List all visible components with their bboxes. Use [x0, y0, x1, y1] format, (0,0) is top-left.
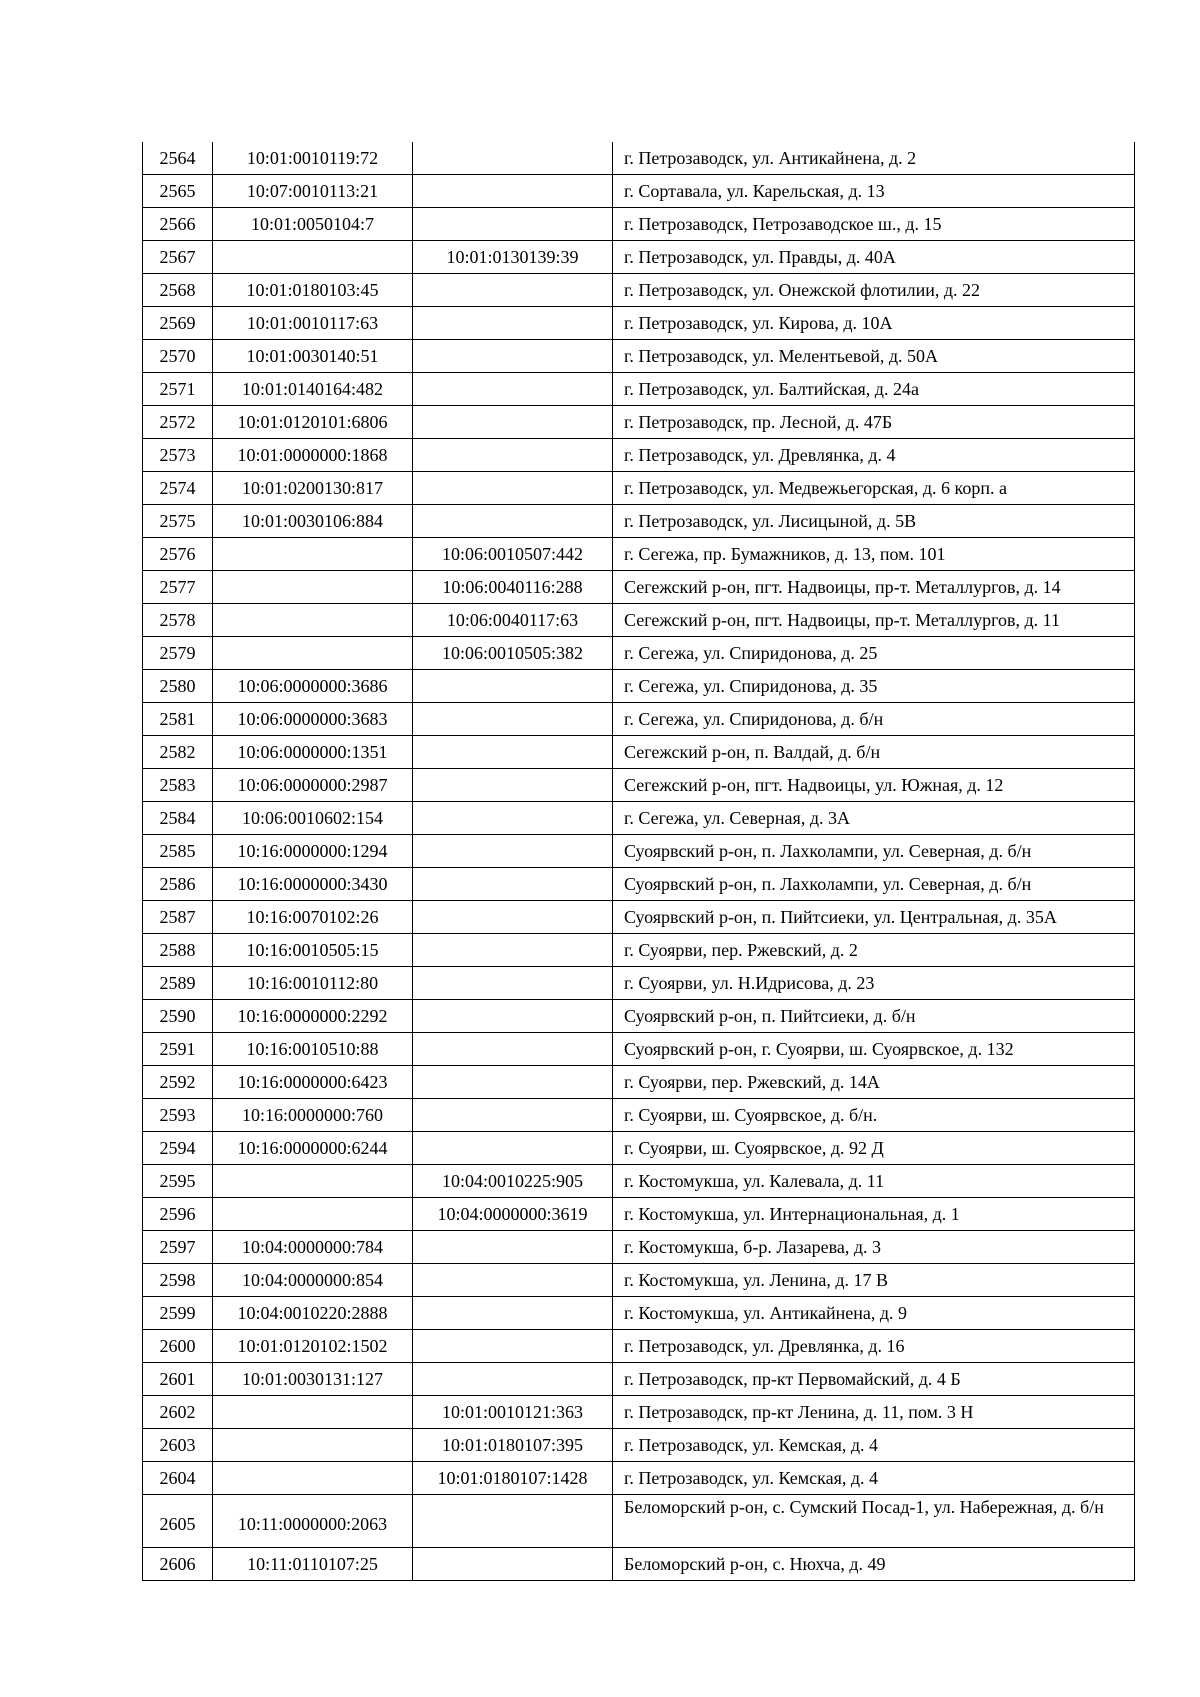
- cadastral-number-secondary-cell: [413, 373, 613, 406]
- table-row: [143, 1495, 1135, 1548]
- address-cell: г. Петрозаводск, ул. Кирова, д. 10А: [613, 307, 1135, 340]
- row-number-cell: 2566: [143, 208, 213, 241]
- cadastral-number-secondary-cell: [413, 1132, 613, 1165]
- address-cell: г. Петрозаводск, ул. Медвежьегорская, д. 6 корп. а: [613, 472, 1135, 505]
- cadastral-number-cell: 10:06:0000000:3686: [213, 670, 413, 703]
- address-cell: г. Сегежа, ул. Спиридонова, д. б/н: [613, 703, 1135, 736]
- table-row: [143, 1330, 1135, 1363]
- address-cell: г. Петрозаводск, ул. Балтийская, д. 24а: [613, 373, 1135, 406]
- cadastral-number-cell: 10:01:0000000:1868: [213, 439, 413, 472]
- cadastral-number-secondary-cell: [413, 967, 613, 1000]
- table-row: [143, 472, 1135, 505]
- cadastral-number-secondary-cell: [413, 142, 613, 175]
- address-cell: г. Петрозаводск, ул. Мелентьевой, д. 50А: [613, 340, 1135, 373]
- table-row: [143, 406, 1135, 439]
- cadastral-number-cell: 10:01:0120101:6806: [213, 406, 413, 439]
- row-number-cell: 2590: [143, 1000, 213, 1033]
- address-cell: Суоярвский р-он, п. Пийтсиеки, ул. Центральная, д. 35А: [613, 901, 1135, 934]
- row-number-cell: 2605: [143, 1495, 213, 1548]
- cadastral-number-cell: [213, 1396, 413, 1429]
- cadastral-number-cell: 10:01:0010119:72: [213, 142, 413, 175]
- row-number-cell: 2586: [143, 868, 213, 901]
- cadastral-number-cell: 10:01:0180103:45: [213, 274, 413, 307]
- address-cell: г. Петрозаводск, пр-кт Первомайский, д. 4 Б: [613, 1363, 1135, 1396]
- cadastral-number-cell: 10:16:0070102:26: [213, 901, 413, 934]
- row-number-cell: 2575: [143, 505, 213, 538]
- table-row: [143, 1231, 1135, 1264]
- table-row: [143, 1132, 1135, 1165]
- cadastral-number-cell: [213, 571, 413, 604]
- table-row: [143, 736, 1135, 769]
- cadastral-number-cell: 10:06:0000000:1351: [213, 736, 413, 769]
- cadastral-number-secondary-cell: [413, 1264, 613, 1297]
- row-number-cell: 2564: [143, 142, 213, 175]
- row-number-cell: 2568: [143, 274, 213, 307]
- cadastral-number-secondary-cell: [413, 208, 613, 241]
- row-number-cell: 2580: [143, 670, 213, 703]
- address-cell: г. Петрозаводск, пр. Лесной, д. 47Б: [613, 406, 1135, 439]
- address-cell: г. Петрозаводск, ул. Кемская, д. 4: [613, 1429, 1135, 1462]
- cadastral-number-secondary-cell: [413, 703, 613, 736]
- row-number-cell: 2603: [143, 1429, 213, 1462]
- cadastral-number-secondary-cell: 10:06:0040117:63: [413, 604, 613, 637]
- cadastral-number-cell: 10:16:0000000:6423: [213, 1066, 413, 1099]
- table-row: [143, 934, 1135, 967]
- address-cell: г. Сегежа, пр. Бумажников, д. 13, пом. 101: [613, 538, 1135, 571]
- cadastral-number-cell: 10:16:0000000:6244: [213, 1132, 413, 1165]
- cadastral-number-cell: [213, 1198, 413, 1231]
- cadastral-number-secondary-cell: 10:04:0010225:905: [413, 1165, 613, 1198]
- table-row: [143, 1165, 1135, 1198]
- table-row: [143, 274, 1135, 307]
- cadastral-number-secondary-cell: 10:06:0010507:442: [413, 538, 613, 571]
- cadastral-number-secondary-cell: [413, 901, 613, 934]
- cadastral-number-cell: 10:01:0050104:7: [213, 208, 413, 241]
- address-cell: Сегежский р-он, пгт. Надвоицы, ул. Южная, д. 12: [613, 769, 1135, 802]
- row-number-cell: 2589: [143, 967, 213, 1000]
- address-cell: г. Петрозаводск, ул. Кемская, д. 4: [613, 1462, 1135, 1495]
- row-number-cell: 2596: [143, 1198, 213, 1231]
- registry-table-body: [143, 142, 1135, 1581]
- cadastral-number-cell: 10:01:0120102:1502: [213, 1330, 413, 1363]
- cadastral-number-cell: 10:11:0110107:25: [213, 1548, 413, 1581]
- row-number-cell: 2601: [143, 1363, 213, 1396]
- cadastral-number-secondary-cell: [413, 406, 613, 439]
- cadastral-number-cell: [213, 1429, 413, 1462]
- address-cell: г. Костомукша, ул. Антикайнена, д. 9: [613, 1297, 1135, 1330]
- address-cell: Беломорский р-он, с. Сумский Посад-1, ул. Набережная, д. б/н: [613, 1495, 1135, 1548]
- address-cell: г. Суоярви, ш. Суоярвское, д. б/н.: [613, 1099, 1135, 1132]
- cadastral-number-secondary-cell: [413, 1231, 613, 1264]
- table-row: [143, 1363, 1135, 1396]
- table-row: [143, 1429, 1135, 1462]
- row-number-cell: 2606: [143, 1548, 213, 1581]
- address-cell: Сегежский р-он, п. Валдай, д. б/н: [613, 736, 1135, 769]
- address-cell: г. Суоярви, пер. Ржевский, д. 14А: [613, 1066, 1135, 1099]
- cadastral-number-cell: [213, 604, 413, 637]
- address-cell: г. Костомукша, ул. Калевала, д. 11: [613, 1165, 1135, 1198]
- cadastral-number-secondary-cell: [413, 769, 613, 802]
- cadastral-number-cell: 10:06:0000000:2987: [213, 769, 413, 802]
- row-number-cell: 2573: [143, 439, 213, 472]
- table-row: [143, 868, 1135, 901]
- table-row: [143, 901, 1135, 934]
- cadastral-number-cell: 10:16:0000000:3430: [213, 868, 413, 901]
- address-cell: г. Сегежа, ул. Северная, д. 3А: [613, 802, 1135, 835]
- cadastral-number-secondary-cell: [413, 1363, 613, 1396]
- table-row: [143, 142, 1135, 175]
- cadastral-number-cell: 10:01:0140164:482: [213, 373, 413, 406]
- cadastral-number-secondary-cell: 10:01:0180107:1428: [413, 1462, 613, 1495]
- cadastral-number-secondary-cell: [413, 736, 613, 769]
- table-row: [143, 1297, 1135, 1330]
- address-cell: г. Петрозаводск, пр-кт Ленина, д. 11, пом. 3 Н: [613, 1396, 1135, 1429]
- table-row: [143, 373, 1135, 406]
- cadastral-number-secondary-cell: [413, 802, 613, 835]
- cadastral-number-cell: 10:16:0000000:1294: [213, 835, 413, 868]
- cadastral-number-secondary-cell: [413, 1297, 613, 1330]
- table-row: [143, 208, 1135, 241]
- table-row: [143, 1000, 1135, 1033]
- address-cell: г. Петрозаводск, ул. Древлянка, д. 16: [613, 1330, 1135, 1363]
- address-cell: Сегежский р-он, пгт. Надвоицы, пр-т. Металлургов, д. 11: [613, 604, 1135, 637]
- row-number-cell: 2587: [143, 901, 213, 934]
- address-cell: г. Петрозаводск, Петрозаводское ш., д. 15: [613, 208, 1135, 241]
- table-row: [143, 439, 1135, 472]
- row-number-cell: 2569: [143, 307, 213, 340]
- address-cell: г. Петрозаводск, ул. Правды, д. 40А: [613, 241, 1135, 274]
- row-number-cell: 2591: [143, 1033, 213, 1066]
- cadastral-number-cell: 10:04:0000000:784: [213, 1231, 413, 1264]
- address-cell: Суоярвский р-он, п. Лахколампи, ул. Северная, д. б/н: [613, 868, 1135, 901]
- cadastral-number-secondary-cell: [413, 934, 613, 967]
- row-number-cell: 2588: [143, 934, 213, 967]
- cadastral-number-cell: 10:06:0010602:154: [213, 802, 413, 835]
- row-number-cell: 2598: [143, 1264, 213, 1297]
- cadastral-number-secondary-cell: 10:06:0040116:288: [413, 571, 613, 604]
- address-cell: г. Суоярви, пер. Ржевский, д. 2: [613, 934, 1135, 967]
- table-row: [143, 1066, 1135, 1099]
- cadastral-number-secondary-cell: 10:01:0130139:39: [413, 241, 613, 274]
- address-cell: г. Петрозаводск, ул. Антикайнена, д. 2: [613, 142, 1135, 175]
- cadastral-number-cell: 10:01:0030131:127: [213, 1363, 413, 1396]
- row-number-cell: 2594: [143, 1132, 213, 1165]
- address-cell: г. Сортавала, ул. Карельская, д. 13: [613, 175, 1135, 208]
- table-row: [143, 769, 1135, 802]
- address-cell: г. Костомукша, ул. Ленина, д. 17 В: [613, 1264, 1135, 1297]
- row-number-cell: 2600: [143, 1330, 213, 1363]
- cadastral-number-secondary-cell: [413, 670, 613, 703]
- table-row: [143, 835, 1135, 868]
- table-row: [143, 604, 1135, 637]
- row-number-cell: 2584: [143, 802, 213, 835]
- cadastral-number-cell: [213, 241, 413, 274]
- cadastral-number-cell: 10:01:0200130:817: [213, 472, 413, 505]
- cadastral-number-secondary-cell: [413, 1495, 613, 1548]
- row-number-cell: 2578: [143, 604, 213, 637]
- table-row: [143, 505, 1135, 538]
- cadastral-number-secondary-cell: [413, 274, 613, 307]
- row-number-cell: 2581: [143, 703, 213, 736]
- cadastral-number-cell: 10:16:0010510:88: [213, 1033, 413, 1066]
- table-row: [143, 1548, 1135, 1581]
- cadastral-number-secondary-cell: [413, 835, 613, 868]
- cadastral-number-secondary-cell: 10:06:0010505:382: [413, 637, 613, 670]
- address-cell: г. Костомукша, ул. Интернациональная, д. 1: [613, 1198, 1135, 1231]
- cadastral-number-secondary-cell: 10:01:0010121:363: [413, 1396, 613, 1429]
- cadastral-number-cell: [213, 1165, 413, 1198]
- row-number-cell: 2599: [143, 1297, 213, 1330]
- row-number-cell: 2602: [143, 1396, 213, 1429]
- row-number-cell: 2582: [143, 736, 213, 769]
- cadastral-number-cell: [213, 1462, 413, 1495]
- cadastral-number-cell: 10:01:0030140:51: [213, 340, 413, 373]
- row-number-cell: 2574: [143, 472, 213, 505]
- table-row: [143, 1033, 1135, 1066]
- cadastral-number-cell: 10:16:0010505:15: [213, 934, 413, 967]
- row-number-cell: 2583: [143, 769, 213, 802]
- row-number-cell: 2593: [143, 1099, 213, 1132]
- table-row: [143, 175, 1135, 208]
- row-number-cell: 2565: [143, 175, 213, 208]
- table-row: [143, 637, 1135, 670]
- address-cell: г. Сегежа, ул. Спиридонова, д. 25: [613, 637, 1135, 670]
- row-number-cell: 2604: [143, 1462, 213, 1495]
- address-cell: г. Суоярви, ул. Н.Идрисова, д. 23: [613, 967, 1135, 1000]
- cadastral-number-secondary-cell: [413, 175, 613, 208]
- table-row: [143, 571, 1135, 604]
- row-number-cell: 2579: [143, 637, 213, 670]
- address-cell: г. Суоярви, ш. Суоярвское, д. 92 Д: [613, 1132, 1135, 1165]
- address-cell: г. Сегежа, ул. Спиридонова, д. 35: [613, 670, 1135, 703]
- cadastral-number-secondary-cell: [413, 340, 613, 373]
- table-row: [143, 538, 1135, 571]
- address-cell: г. Петрозаводск, ул. Древлянка, д. 4: [613, 439, 1135, 472]
- cadastral-number-cell: 10:07:0010113:21: [213, 175, 413, 208]
- address-cell: Суоярвский р-он, п. Пийтсиеки, д. б/н: [613, 1000, 1135, 1033]
- table-row: [143, 1462, 1135, 1495]
- cadastral-number-secondary-cell: [413, 1548, 613, 1581]
- row-number-cell: 2572: [143, 406, 213, 439]
- address-cell: г. Петрозаводск, ул. Онежской флотилии, д. 22: [613, 274, 1135, 307]
- table-row: [143, 340, 1135, 373]
- row-number-cell: 2577: [143, 571, 213, 604]
- cadastral-number-secondary-cell: [413, 1033, 613, 1066]
- cadastral-number-cell: 10:16:0000000:760: [213, 1099, 413, 1132]
- address-cell: Суоярвский р-он, г. Суоярви, ш. Суоярвское, д. 132: [613, 1033, 1135, 1066]
- row-number-cell: 2567: [143, 241, 213, 274]
- cadastral-number-cell: 10:01:0030106:884: [213, 505, 413, 538]
- cadastral-number-cell: 10:11:0000000:2063: [213, 1495, 413, 1548]
- address-cell: г. Петрозаводск, ул. Лисицыной, д. 5В: [613, 505, 1135, 538]
- table-row: [143, 1396, 1135, 1429]
- cadastral-number-cell: 10:01:0010117:63: [213, 307, 413, 340]
- row-number-cell: 2597: [143, 1231, 213, 1264]
- cadastral-number-cell: 10:04:0010220:2888: [213, 1297, 413, 1330]
- cadastral-number-cell: 10:16:0010112:80: [213, 967, 413, 1000]
- address-cell: Суоярвский р-он, п. Лахколампи, ул. Северная, д. б/н: [613, 835, 1135, 868]
- address-cell: Беломорский р-он, с. Нюхча, д. 49: [613, 1548, 1135, 1581]
- cadastral-number-cell: 10:04:0000000:854: [213, 1264, 413, 1297]
- row-number-cell: 2592: [143, 1066, 213, 1099]
- cadastral-number-secondary-cell: [413, 1000, 613, 1033]
- cadastral-number-secondary-cell: 10:04:0000000:3619: [413, 1198, 613, 1231]
- address-cell: г. Костомукша, б-р. Лазарева, д. 3: [613, 1231, 1135, 1264]
- cadastral-number-secondary-cell: [413, 505, 613, 538]
- table-row: [143, 307, 1135, 340]
- cadastral-number-secondary-cell: [413, 472, 613, 505]
- row-number-cell: 2585: [143, 835, 213, 868]
- table-row: [143, 241, 1135, 274]
- row-number-cell: 2576: [143, 538, 213, 571]
- table-row: [143, 1198, 1135, 1231]
- cadastral-number-secondary-cell: [413, 1066, 613, 1099]
- table-row: [143, 802, 1135, 835]
- cadastral-number-secondary-cell: [413, 1099, 613, 1132]
- table-row: [143, 1264, 1135, 1297]
- table-row: [143, 670, 1135, 703]
- cadastral-number-cell: [213, 538, 413, 571]
- table-row: [143, 703, 1135, 736]
- table-row: [143, 967, 1135, 1000]
- cadastral-number-secondary-cell: [413, 307, 613, 340]
- cadastral-number-secondary-cell: [413, 1330, 613, 1363]
- cadastral-number-secondary-cell: [413, 439, 613, 472]
- cadastral-number-secondary-cell: [413, 868, 613, 901]
- table-row: [143, 1099, 1135, 1132]
- cadastral-number-secondary-cell: 10:01:0180107:395: [413, 1429, 613, 1462]
- cadastral-number-cell: 10:16:0000000:2292: [213, 1000, 413, 1033]
- cadastral-number-cell: 10:06:0000000:3683: [213, 703, 413, 736]
- row-number-cell: 2571: [143, 373, 213, 406]
- row-number-cell: 2595: [143, 1165, 213, 1198]
- address-cell: Сегежский р-он, пгт. Надвоицы, пр-т. Металлургов, д. 14: [613, 571, 1135, 604]
- row-number-cell: 2570: [143, 340, 213, 373]
- cadastral-number-cell: [213, 637, 413, 670]
- registry-table: [142, 142, 1135, 1581]
